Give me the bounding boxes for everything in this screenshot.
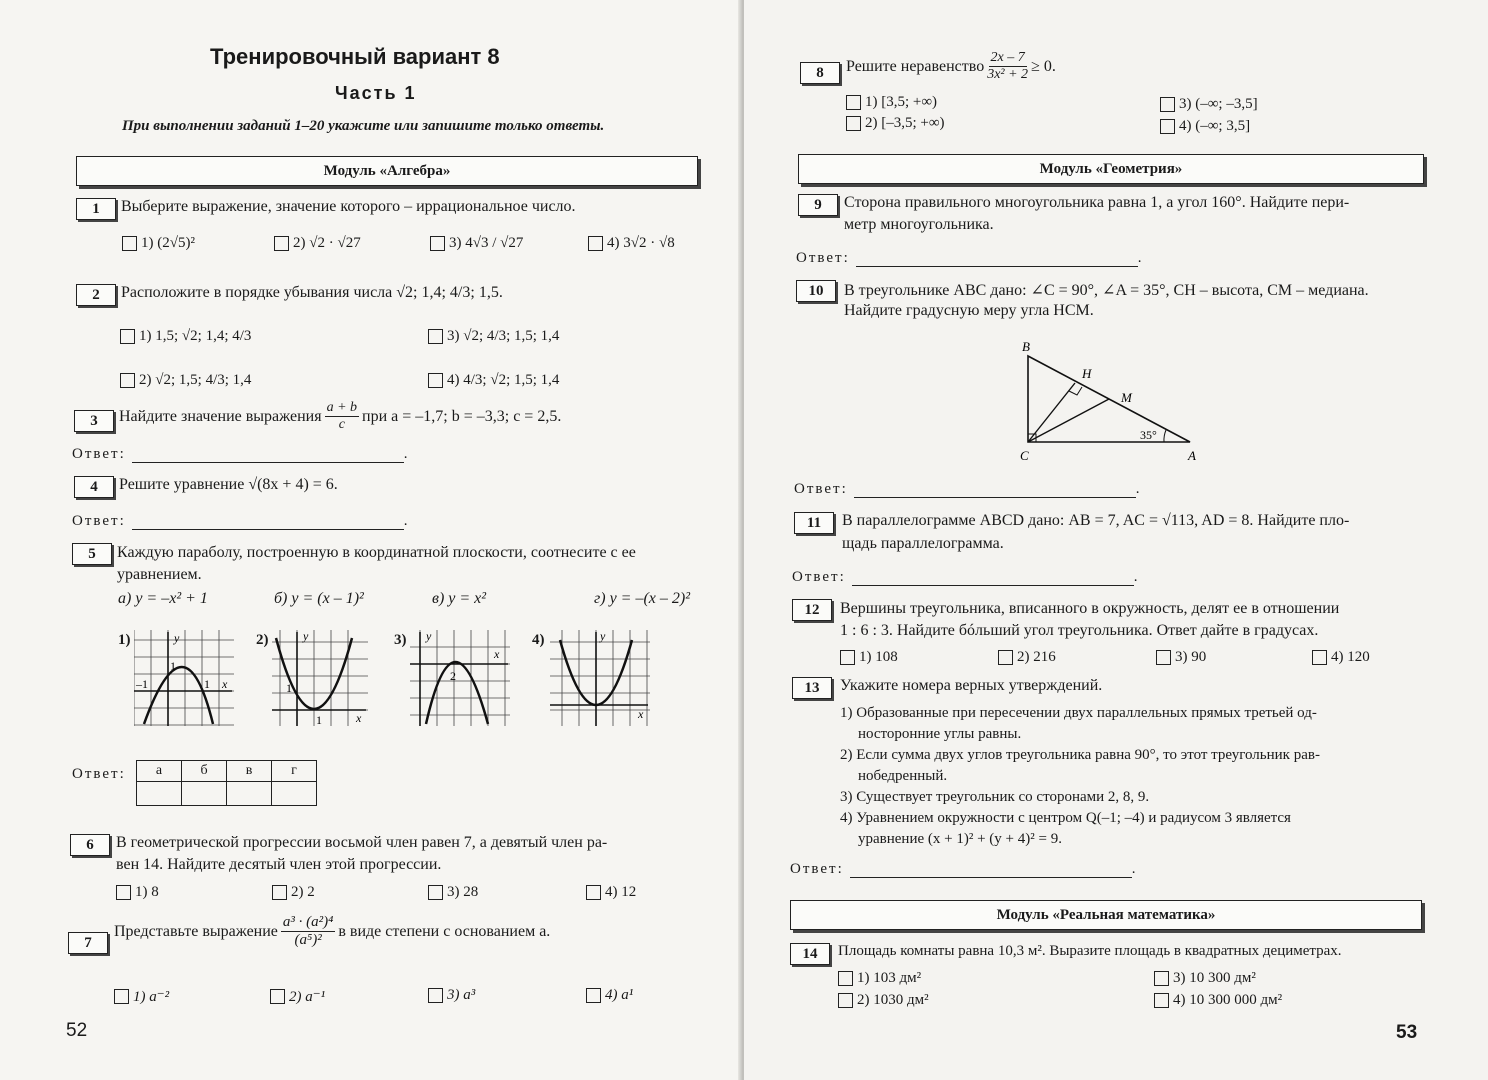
module-real-math-header: Модуль «Реальная математика»	[790, 900, 1422, 930]
q3-text-a: Найдите значение выражения	[119, 407, 322, 425]
checkbox[interactable]	[116, 885, 131, 900]
checkbox[interactable]	[1154, 971, 1169, 986]
option-label: 3) 28	[447, 884, 479, 900]
numerator: a + b	[325, 400, 359, 417]
vertex-B: B	[1022, 339, 1030, 354]
checkbox[interactable]	[838, 993, 853, 1008]
svg-text:1: 1	[170, 659, 176, 673]
checkbox[interactable]	[1160, 119, 1175, 134]
answer-line[interactable]	[132, 462, 404, 463]
q6-option-1[interactable]	[116, 884, 159, 901]
option-label: 2) [–3,5; +∞)	[865, 115, 945, 131]
parabola-graph-3	[410, 630, 510, 726]
q7-option-4[interactable]	[586, 987, 633, 1004]
option-label: 4) 120	[1331, 649, 1370, 665]
numerator: 2x – 7	[989, 50, 1027, 67]
vertex-C: C	[1020, 448, 1029, 463]
col-header-a: а	[137, 761, 182, 782]
q7-text-b: в виде степени с основанием a.	[338, 922, 551, 940]
checkbox[interactable]	[428, 988, 443, 1003]
q10-text-line2: Найдите градусную меру угла HCM.	[844, 302, 1094, 319]
answer-cell-v[interactable]	[227, 782, 272, 806]
checkbox[interactable]	[428, 373, 443, 388]
q2-option-2[interactable]	[120, 372, 251, 389]
q4-answer-field[interactable]: Ответ: .	[72, 513, 410, 529]
right-page	[744, 0, 1488, 1080]
option-label: 2) √2; 1,5; 4/3; 1,4	[139, 372, 252, 388]
answer-label: Ответ:	[790, 861, 844, 877]
option-label: 2) 2	[291, 884, 315, 900]
option-label: 1) a⁻²	[133, 989, 170, 1005]
option-label: 3) √2; 4/3; 1,5; 1,4	[447, 328, 560, 344]
task-number-1: 1	[76, 198, 116, 220]
q8-text-a: Решите неравенство	[846, 57, 985, 75]
part-title: Часть 1	[335, 83, 417, 103]
graph-label-1: 1)	[118, 632, 131, 648]
q1-option-3[interactable]	[430, 235, 523, 252]
col-header-v: в	[227, 761, 272, 782]
q7-text-a: Представьте выражение	[114, 922, 278, 940]
q13-statement-3: 3) Существует треугольник со сторонами 2, 8, 9.	[840, 789, 1150, 805]
q5-formula-a: а) y = –x² + 1	[118, 590, 208, 607]
left-page	[0, 0, 742, 1080]
graph-label-3: 3)	[394, 632, 407, 648]
task-number-14: 14	[790, 943, 830, 965]
q9-text-line2: метр многоугольника.	[844, 216, 994, 233]
svg-text:1: 1	[286, 681, 292, 695]
option-label: 3) 90	[1175, 649, 1207, 665]
task-number-5: 5	[72, 543, 112, 565]
q13-statement-4a: 4) Уравнением окружности с центром Q(–1; –4) и радиусом 3 является	[840, 810, 1291, 826]
checkbox[interactable]	[430, 236, 445, 251]
answer-cell-g[interactable]	[272, 782, 317, 806]
checkbox[interactable]	[272, 885, 287, 900]
angle-label: 35°	[1140, 428, 1157, 442]
q8-option-2[interactable]	[846, 115, 945, 132]
q13-statement-1b: носторонние углы равны.	[858, 726, 1022, 742]
q11-text-line2: щадь параллелограмма.	[842, 535, 1004, 552]
answer-line[interactable]	[132, 529, 404, 530]
q12-text-line1: Вершины треугольника, вписанного в окружность, делят ее в отношении	[840, 600, 1340, 617]
checkbox[interactable]	[274, 236, 289, 251]
q10-answer-field[interactable]: Ответ: .	[794, 481, 1142, 497]
q7-fraction	[281, 914, 335, 950]
task-number-12: 12	[792, 599, 832, 621]
parabola-graph-4	[550, 630, 650, 726]
checkbox[interactable]	[428, 885, 443, 900]
variant-title: Тренировочный вариант 8	[210, 44, 500, 69]
triangle-figure	[1014, 336, 1214, 466]
q12-text-line2: 1 : 6 : 3. Найдите бóльший угол треугольника. Ответ дайте в градусах.	[840, 622, 1319, 639]
checkbox[interactable]	[428, 329, 443, 344]
parabola-graph-2	[272, 630, 368, 726]
checkbox[interactable]	[588, 236, 603, 251]
answer-line[interactable]	[850, 877, 1132, 878]
task-number-3: 3	[74, 410, 114, 432]
svg-text:x: x	[356, 711, 362, 725]
q11-answer-field[interactable]: Ответ: .	[792, 569, 1140, 585]
q9-answer-field[interactable]: Ответ: .	[796, 250, 1144, 266]
page-number-right: 53	[1396, 1022, 1418, 1043]
q5-formula-d: г) y = –(x – 2)²	[594, 590, 691, 607]
svg-text:x: x	[222, 677, 228, 691]
q10-text-line1: В треугольнике ABC дано: ∠C = 90°, ∠A = 35°, CH – высота, CM – медиана.	[844, 282, 1369, 299]
instruction: При выполнении заданий 1–20 укажите или запишите только ответы.	[122, 118, 605, 134]
task-number-9: 9	[798, 194, 838, 216]
option-label: 2) 1030 дм²	[857, 992, 929, 1008]
svg-text:–1: –1	[136, 677, 148, 691]
option-label: 4) (–∞; 3,5]	[1179, 118, 1251, 134]
answer-line[interactable]	[854, 497, 1136, 498]
denominator: (a⁵)²	[294, 932, 322, 949]
answer-label: Ответ:	[794, 481, 848, 497]
answer-label: Ответ:	[792, 569, 846, 585]
option-label: 4) 4/3; √2; 1,5; 1,4	[447, 372, 560, 388]
option-label: 1) 108	[859, 649, 898, 665]
q5-text: Каждую параболу, построенную в координатной плоскости, соотнесите с ее уравнением.	[117, 544, 636, 583]
option-label: 2) a⁻¹	[289, 989, 326, 1005]
task-number-6: 6	[70, 834, 110, 856]
option-label: 1) 103 дм²	[857, 970, 922, 986]
q4-text: Решите уравнение √(8x + 4) = 6.	[119, 476, 338, 493]
checkbox[interactable]	[1160, 97, 1175, 112]
task-number-11: 11	[794, 512, 834, 534]
option-label: 4) 10 300 000 дм²	[1173, 992, 1283, 1008]
checkbox[interactable]	[586, 988, 601, 1003]
q14-option-1[interactable]	[838, 970, 921, 987]
q2-option-4[interactable]	[428, 372, 559, 389]
checkbox[interactable]	[838, 971, 853, 986]
checkbox[interactable]	[998, 650, 1013, 665]
svg-text:2: 2	[450, 669, 456, 683]
svg-text:x: x	[494, 647, 500, 661]
checkbox[interactable]	[1156, 650, 1171, 665]
q2-text: Расположите в порядке убывания числа √2; 1,4; 4/3; 1,5.	[121, 284, 503, 301]
checkbox[interactable]	[120, 329, 135, 344]
svg-text:1: 1	[204, 677, 210, 691]
module-geometry-header: Модуль «Геометрия»	[798, 154, 1424, 184]
q5-answer-label: Ответ:	[72, 766, 126, 782]
q8-option-4[interactable]	[1160, 118, 1250, 135]
checkbox[interactable]	[270, 989, 285, 1004]
task-number-4: 4	[74, 476, 114, 498]
option-label: 4) a¹	[605, 987, 634, 1003]
q1-option-1[interactable]	[122, 235, 195, 252]
option-label: 1) 1,5; √2; 1,4; 4/3	[139, 328, 252, 344]
q7-option-2[interactable]	[270, 987, 325, 1006]
denominator: 3x² + 2	[987, 67, 1029, 83]
checkbox[interactable]	[120, 373, 135, 388]
col-header-g: г	[272, 761, 317, 782]
q5-answer-table	[136, 760, 317, 806]
svg-text:1: 1	[316, 713, 322, 726]
q8-option-1[interactable]	[846, 94, 937, 111]
q6-option-2[interactable]	[272, 884, 315, 901]
parabola-graph-1	[134, 630, 234, 726]
q8-text-b: ≥ 0.	[1031, 57, 1056, 75]
vertex-A: A	[1188, 448, 1196, 463]
q13-answer-field[interactable]: Ответ: .	[790, 861, 1138, 877]
answer-line[interactable]	[852, 585, 1134, 586]
q14-option-4[interactable]	[1154, 992, 1282, 1009]
q5-formula-c: в) y = x²	[432, 590, 487, 607]
q12-option-1[interactable]	[840, 649, 898, 666]
q2-option-3[interactable]	[428, 328, 559, 345]
checkbox[interactable]	[1312, 650, 1327, 665]
checkbox[interactable]	[846, 116, 861, 131]
q8-option-3[interactable]	[1160, 96, 1258, 113]
q8-fraction	[987, 50, 1028, 83]
q6-option-4[interactable]	[586, 884, 636, 901]
q13-statement-4b: уравнение (x + 1)² + (y + 4)² = 9.	[858, 831, 1062, 847]
graph-label-4: 4)	[532, 632, 545, 648]
option-label: 4) 12	[605, 884, 637, 900]
option-label: 3) 10 300 дм²	[1173, 970, 1256, 986]
answer-label: Ответ:	[72, 513, 126, 529]
numerator: a³ · (a²)⁴	[281, 914, 335, 932]
svg-text:y: y	[174, 631, 180, 645]
q1-option-2[interactable]	[274, 235, 361, 252]
task-number-10: 10	[796, 280, 836, 302]
q9-text-line1: Сторона правильного многоугольника равна 1, а угол 160°. Найдите пери-	[844, 194, 1350, 211]
q6-option-3[interactable]	[428, 884, 478, 901]
checkbox[interactable]	[840, 650, 855, 665]
task-number-7: 7	[68, 932, 108, 954]
task-number-2: 2	[76, 284, 116, 306]
option-label: 3) 4√3 / √27	[449, 235, 524, 251]
q1-option-4[interactable]	[588, 235, 675, 252]
q14-option-3[interactable]	[1154, 970, 1256, 987]
q5-formula-b: б) y = (x – 1)²	[274, 590, 364, 607]
q14-text: Площадь комнаты равна 10,3 м². Выразите площадь в квадратных дециметрах.	[838, 943, 1342, 959]
option-label: 1) [3,5; +∞)	[865, 94, 938, 110]
q7-option-1[interactable]	[114, 987, 169, 1006]
q3-answer-field[interactable]: Ответ: .	[72, 446, 410, 462]
q7-option-3[interactable]	[428, 987, 475, 1004]
option-label: 2) 216	[1017, 649, 1056, 665]
option-label: 3) a³	[447, 987, 476, 1003]
q8-text	[846, 50, 1056, 83]
q6-text-line1: В геометрической прогрессии восьмой член равен 7, а девятый член ра-	[116, 834, 608, 851]
option-label: 2) √2 · √27	[293, 235, 361, 251]
option-label: 3) (–∞; –3,5]	[1179, 96, 1258, 112]
answer-cell-a[interactable]	[137, 782, 182, 806]
q13-statement-1a: 1) Образованные при пересечении двух параллельных прямых третьей од-	[840, 705, 1317, 721]
q6-text-line2: вен 14. Найдите десятый член этой прогрессии.	[116, 856, 442, 873]
option-label: 1) (2√5)²	[141, 235, 195, 251]
q12-option-3[interactable]	[1156, 649, 1206, 666]
option-label: 1) 8	[135, 884, 159, 900]
checkbox[interactable]	[1154, 993, 1169, 1008]
q13-statement-2b: нобедренный.	[858, 768, 948, 784]
q3-text	[119, 400, 561, 433]
svg-text:y: y	[426, 630, 432, 643]
answer-cell-b[interactable]	[182, 782, 227, 806]
answer-label: Ответ:	[72, 446, 126, 462]
task-number-8: 8	[800, 62, 840, 84]
col-header-b: б	[182, 761, 227, 782]
checkbox[interactable]	[846, 95, 861, 110]
option-label: 4) 3√2 · √8	[607, 235, 675, 251]
svg-text:y: y	[600, 630, 606, 643]
checkbox[interactable]	[114, 989, 129, 1004]
q3-text-b: при a = –1,7; b = –3,3; c = 2,5.	[362, 407, 562, 425]
svg-text:x: x	[638, 707, 644, 721]
answer-label: Ответ:	[796, 250, 850, 266]
q14-option-2[interactable]	[838, 992, 929, 1009]
q7-text	[114, 914, 550, 950]
answer-line[interactable]	[856, 266, 1138, 267]
q13-statement-2a: 2) Если сумма двух углов треугольника равна 90°, то этот треугольник рав-	[840, 747, 1320, 763]
q12-option-2[interactable]	[998, 649, 1056, 666]
q1-text: Выберите выражение, значение которого – иррациональное число.	[121, 198, 576, 215]
vertex-H: H	[1082, 366, 1092, 381]
vertex-M: M	[1121, 390, 1132, 405]
checkbox[interactable]	[586, 885, 601, 900]
q11-text-line1: В параллелограмме ABCD дано: AB = 7, AC = √113, AD = 8. Найдите пло-	[842, 512, 1350, 529]
checkbox[interactable]	[122, 236, 137, 251]
page-number-left: 52	[66, 1020, 88, 1041]
q2-option-1[interactable]	[120, 328, 251, 345]
denominator: c	[338, 417, 345, 433]
svg-text:y: y	[303, 630, 309, 643]
task-number-13: 13	[792, 677, 832, 699]
module-algebra-header: Модуль «Алгебра»	[76, 156, 698, 186]
q12-option-4[interactable]	[1312, 649, 1370, 666]
q13-text: Укажите номера верных утверждений.	[840, 677, 1103, 694]
q3-fraction	[325, 400, 359, 433]
graph-label-2: 2)	[256, 632, 269, 648]
